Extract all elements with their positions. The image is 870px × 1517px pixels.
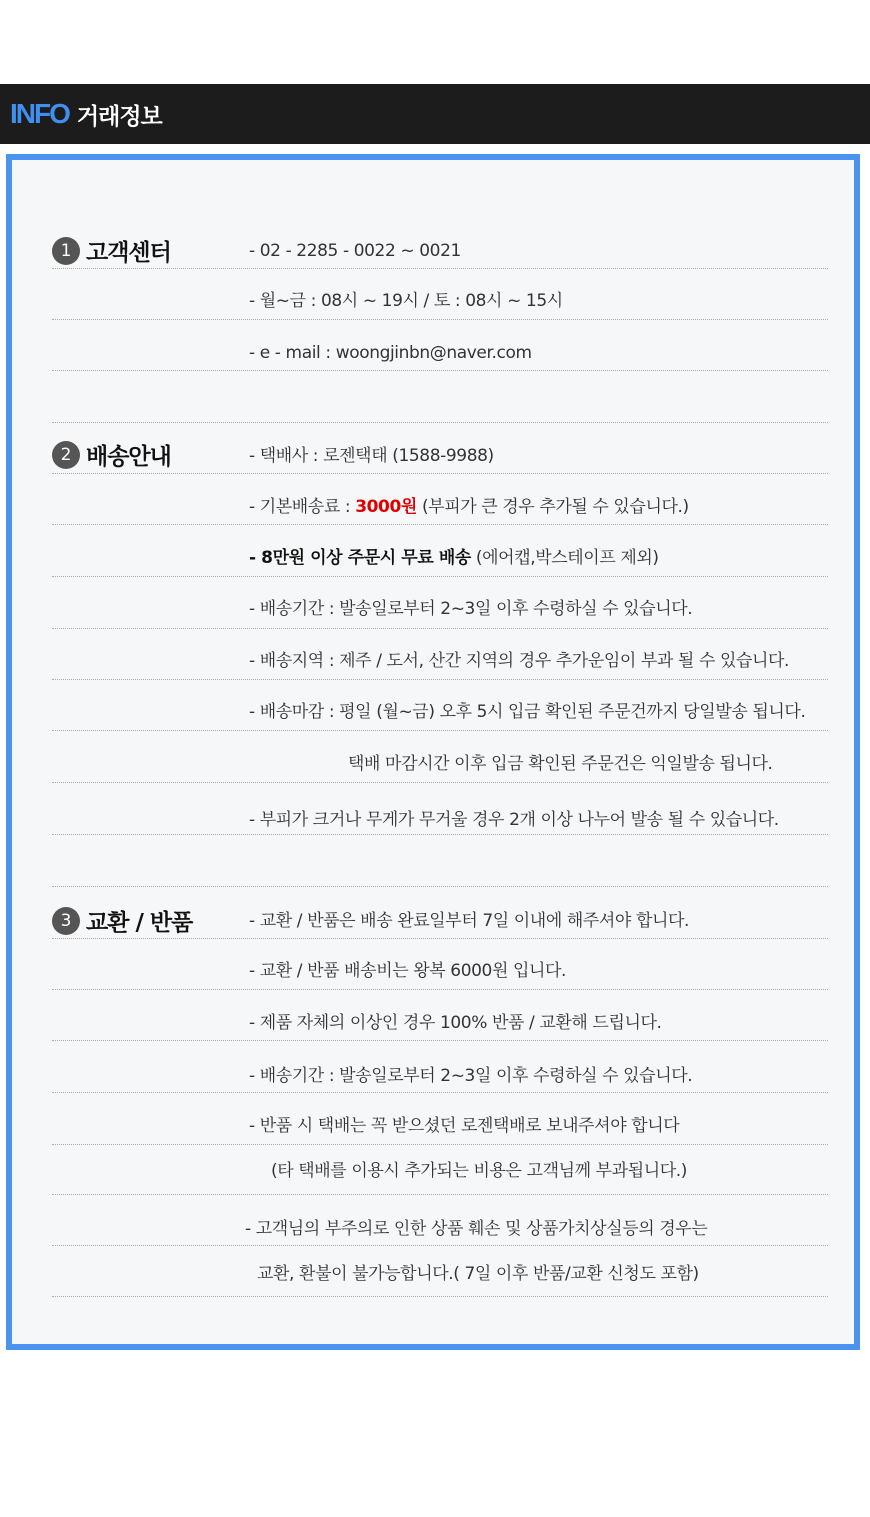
dotted-divider [52, 524, 828, 525]
section-number-badge: 3 [52, 907, 80, 935]
dotted-divider [52, 1296, 828, 1297]
delivery-split: - 부피가 크거나 무게가 무거울 경우 2개 이상 나누어 발송 될 수 있습니다. [249, 810, 779, 830]
info-header-bar [0, 84, 870, 144]
section-number-badge: 2 [52, 441, 80, 469]
returns-delivery-period: - 배송기간 : 발송일로부터 2~3일 이후 수령하실 수 있습니다. [249, 1066, 693, 1086]
delivery-fee-prefix: - 기본배송료 : [249, 497, 356, 517]
dotted-divider [52, 319, 828, 320]
dotted-divider [52, 989, 828, 990]
returns-courier-note: (타 택배를 이용시 추가되는 비용은 고객님께 부과됩니다.) [271, 1161, 687, 1181]
dotted-divider [52, 782, 828, 783]
dotted-divider [52, 1245, 828, 1246]
dotted-divider [52, 730, 828, 731]
dotted-divider [52, 1144, 828, 1145]
dotted-divider [52, 1194, 828, 1195]
delivery-fee [249, 496, 689, 518]
delivery-free-shipping [249, 547, 659, 569]
section-title-delivery [52, 438, 171, 471]
dotted-divider [52, 422, 828, 423]
section-title-text: 고객센터 [86, 240, 171, 266]
delivery-free-shipping-bold: - 8만원 이상 주문시 무료 배송 [249, 548, 471, 568]
delivery-period: - 배송기간 : 발송일로부터 2~3일 이후 수령하실 수 있습니다. [249, 599, 693, 619]
dotted-divider [52, 834, 828, 835]
delivery-free-shipping-note: (에어캡,박스테이프 제외) [470, 548, 659, 568]
dotted-divider [52, 679, 828, 680]
section-title-returns [52, 904, 192, 937]
dotted-divider [52, 268, 828, 269]
section-title-text: 배송안내 [86, 444, 171, 470]
delivery-cutoff: - 배송마감 : 평일 (월~금) 오후 5시 입금 확인된 주문건까지 당일발송 됩니다. [249, 702, 806, 722]
dotted-divider [52, 1092, 828, 1093]
cs-email: - e - mail : woongjinbn@naver.com [249, 343, 532, 363]
section-title-customer-center [52, 234, 171, 267]
trade-info-panel [6, 154, 860, 1350]
delivery-cutoff-note: 택배 마감시간 이후 입금 확인된 주문건은 익일발송 됩니다. [348, 754, 773, 774]
dotted-divider [52, 473, 828, 474]
header-title: 거래정보 [76, 103, 162, 130]
section-number-badge: 1 [52, 237, 80, 265]
delivery-region: - 배송지역 : 제주 / 도서, 산간 지역의 경우 추가운임이 부과 될 수 있습니다. [249, 651, 790, 671]
dotted-divider [52, 628, 828, 629]
delivery-fee-suffix: (부피가 큰 경우 추가될 수 있습니다.) [416, 497, 689, 517]
cs-phone: - 02 - 2285 - 0022 ~ 0021 [249, 241, 461, 261]
cs-hours: - 월~금 : 08시 ~ 19시 / 토 : 08시 ~ 15시 [249, 291, 563, 311]
info-label: INFO [10, 98, 69, 129]
returns-customer-fault: - 고객님의 부주의로 인한 상품 훼손 및 상품가치상실등의 경우는 [245, 1219, 708, 1239]
dotted-divider [52, 938, 828, 939]
dotted-divider [52, 1040, 828, 1041]
delivery-fee-amount: 3000원 [355, 497, 417, 517]
delivery-courier: - 택배사 : 로젠택태 (1588-9988) [249, 446, 494, 466]
section-title-text: 교환 / 반품 [86, 910, 193, 936]
returns-fee: - 교환 / 반품 배송비는 왕복 6000원 입니다. [249, 961, 567, 981]
returns-defect: - 제품 자체의 이상인 경우 100% 반품 / 교환해 드립니다. [249, 1013, 662, 1033]
dotted-divider [52, 576, 828, 577]
returns-courier: - 반품 시 택배는 꼭 받으셨던 로젠택배로 보내주셔야 합니다 [249, 1116, 680, 1136]
dotted-divider [52, 370, 828, 371]
dotted-divider [52, 886, 828, 887]
returns-no-refund: 교환, 환불이 불가능합니다.( 7일 이후 반품/교환 신청도 포함) [257, 1264, 699, 1284]
returns-period: - 교환 / 반품은 배송 완료일부터 7일 이내에 해주셔야 합니다. [249, 911, 690, 931]
